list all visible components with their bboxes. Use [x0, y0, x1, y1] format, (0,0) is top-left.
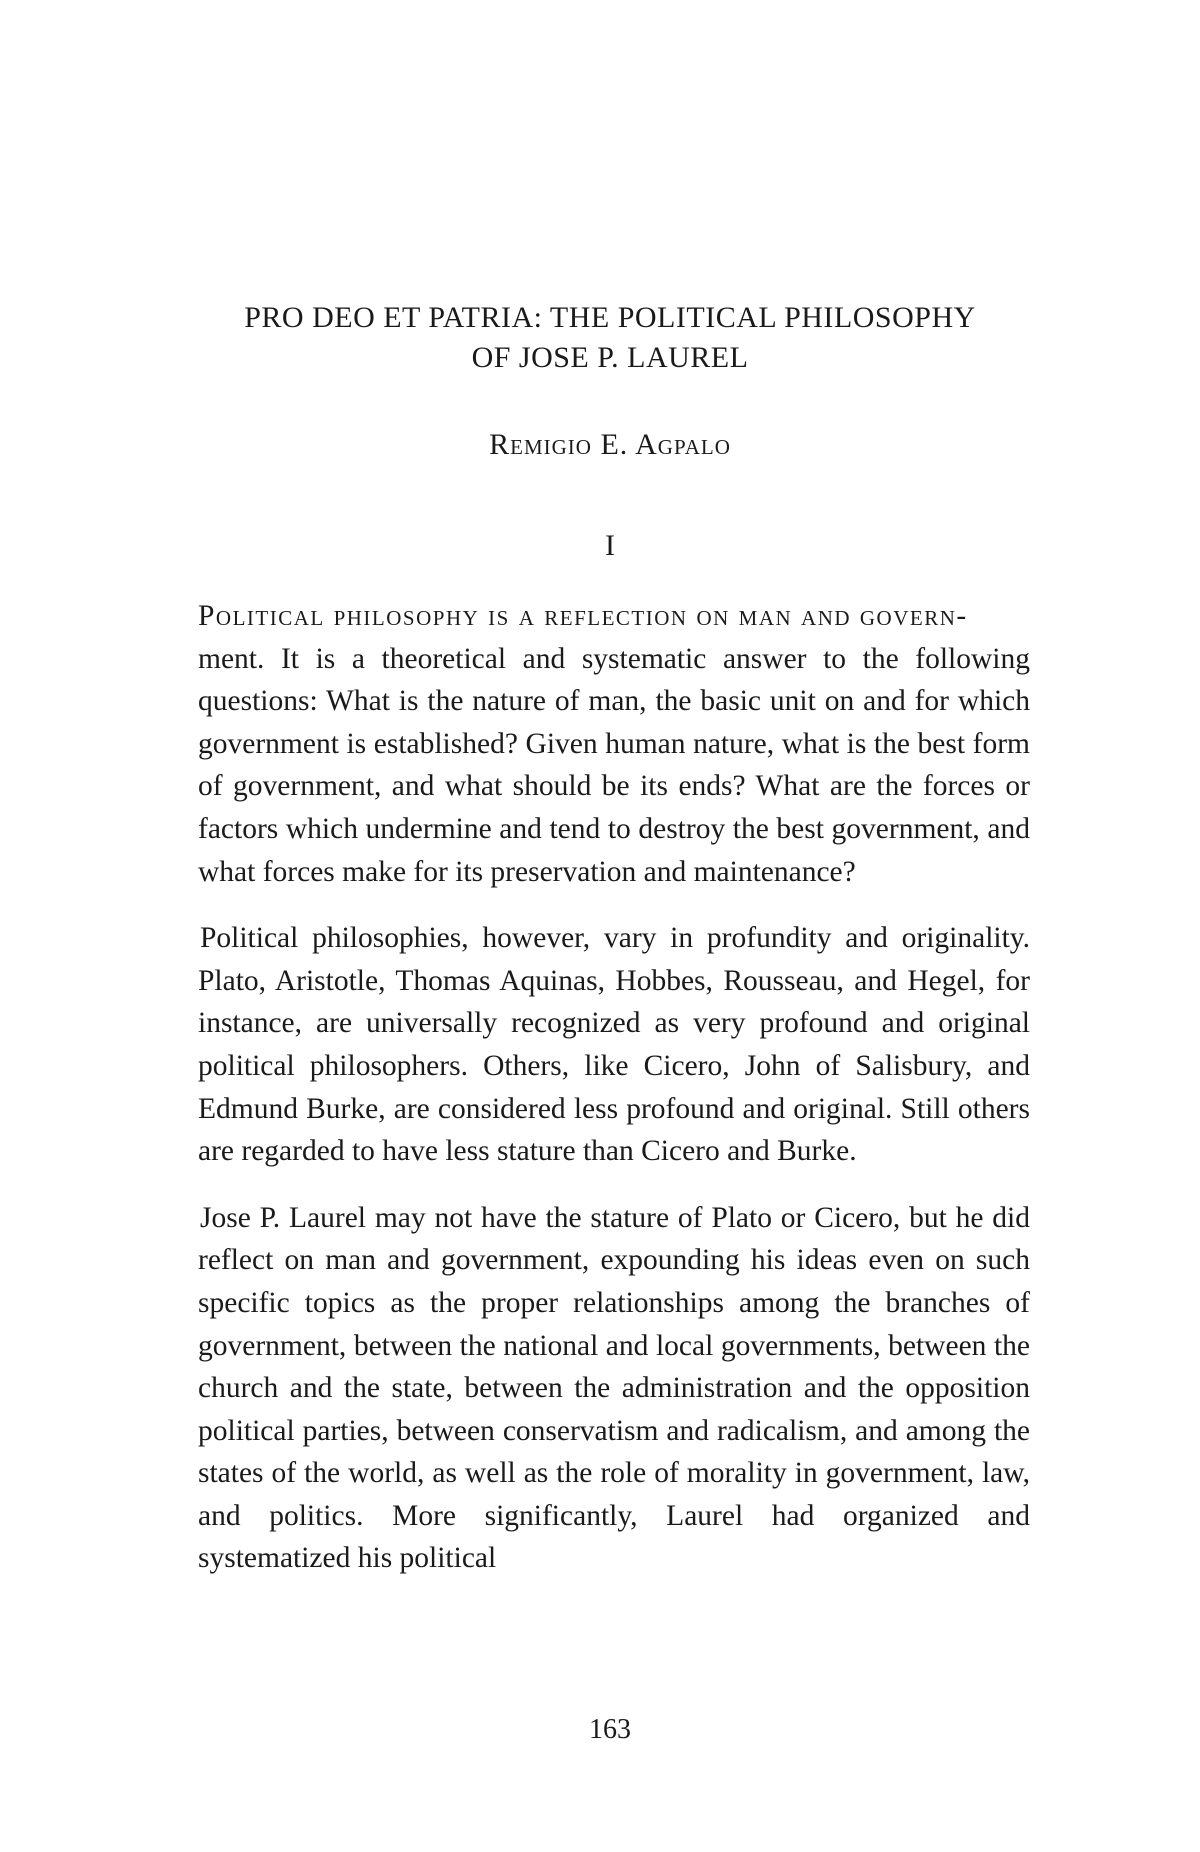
- paragraph-2: Political philosophies, however, vary in profundity and originality. Plato, Aristotle, Thomas Aquinas, Hobbes, Rousseau, and Hegel, for instance, are universally recognized as very profound and original political philosophers. Others, like Cicero, John of Salisbury, and Edmund Burke, are considered less profound and original. Still others are regarded to have less stature than Cicero and Burke.: [198, 922, 1030, 1168]
- article-title-line-2: OF JOSE P. LAUREL: [471, 341, 749, 374]
- page-number: 163: [589, 1714, 631, 1745]
- paragraph-1-lead: Political philosophy is a reflection on man and govern-: [198, 600, 968, 632]
- article-title-line-1: PRO DEO ET PATRIA: THE POLITICAL PHILOSOPHY: [244, 301, 976, 334]
- paragraph-1-text: ment. It is a theoretical and systematic answer to the following questions: What is the nature of man, the basic unit on and for which government is established? Given human nature, what is the best form of government, and what should be its ends? What are the forces or factors which undermine and tend to destroy the best government, and what forces make for its preservation and maintenance?: [198, 642, 1030, 888]
- paragraph-1: [198, 595, 1030, 893]
- paragraph-3: Jose P. Laurel may not have the stature of Plato or Cicero, but he did reflect on man and government, expounding his ideas even on such specific topics as the proper relationships among the branches of government, between the national and local governments, between the church and the state, between the administration and the opposition political parties, between conservatism and radicalism, and among the states of the world, as well as the role of morality in government, law, and politics. More significantly, Laurel had organized and systematized his political: [198, 1201, 1030, 1575]
- article-title: [200, 298, 1020, 378]
- article-body: [198, 595, 1030, 1604]
- article-author: Remigio E. Agpalo: [489, 428, 731, 461]
- section-number: I: [605, 529, 615, 562]
